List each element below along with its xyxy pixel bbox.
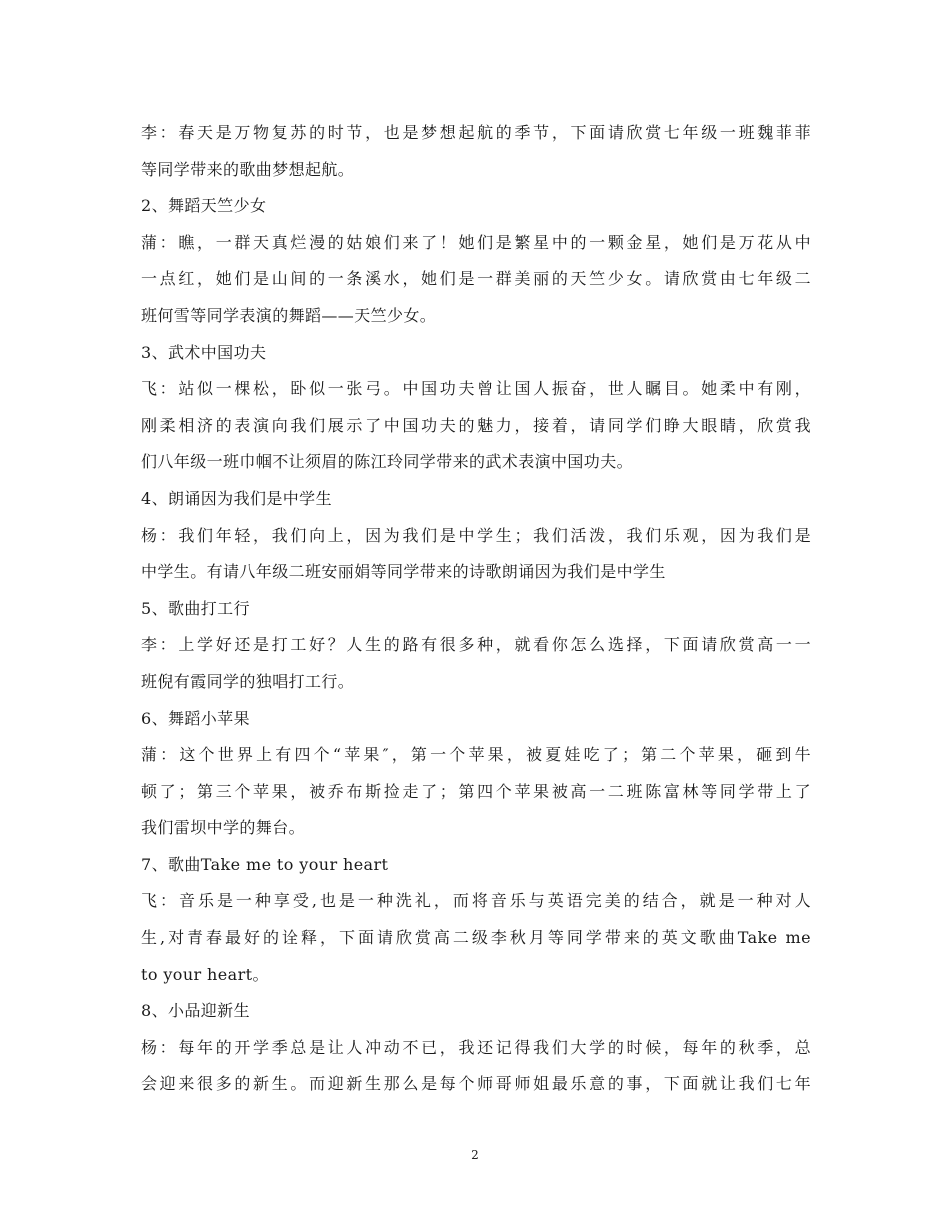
- text-line: 杨：我们年轻，我们向上，因为我们是中学生；我们活泼，我们乐观，因为我们是: [141, 525, 811, 545]
- text-line: 班倪有霞同学的独唱打工行。: [141, 671, 355, 691]
- section-heading: 6、舞蹈小苹果: [141, 708, 250, 728]
- text-line: 等同学带来的歌曲梦想起航。: [141, 159, 355, 179]
- text-line: to your heart。: [141, 964, 269, 984]
- text-line: 班何雪等同学表演的舞蹈——天竺少女。: [141, 305, 437, 325]
- text-line: 会迎来很多的新生。而迎新生那么是每个师哥师姐最乐意的事，下面就让我们七年: [141, 1074, 811, 1094]
- section-heading: 8、小品迎新生: [141, 1001, 250, 1021]
- page-number: 2: [471, 1148, 479, 1162]
- section-heading: 2、舞蹈天竺少女: [141, 196, 267, 216]
- text-line: 顿了；第三个苹果，被乔布斯捡走了；第四个苹果被高一二班陈富林等同学带上了: [141, 781, 811, 801]
- text-line: 李：上学好还是打工好？人生的路有很多种，就看你怎么选择，下面请欣赏高一一: [141, 635, 811, 655]
- section-heading: 7、歌曲Take me to your heart: [141, 854, 389, 874]
- text-line: 刚柔相济的表演向我们展示了中国功夫的魅力，接着，请同学们睁大眼睛，欣赏我: [141, 415, 811, 435]
- text-line: 蒲：瞧，一群天真烂漫的姑娘们来了！她们是繁星中的一颗金星，她们是万花从中: [141, 232, 811, 252]
- section-heading: 4、朗诵因为我们是中学生: [141, 488, 332, 508]
- text-line: 蒲：这个世界上有四个“苹果″，第一个苹果，被夏娃吃了；第二个苹果，砸到牛: [141, 745, 811, 765]
- section-heading: 3、武术中国功夫: [141, 342, 267, 362]
- text-line: 们八年级一班巾帼不让须眉的陈江玲同学带来的武术表演中国功夫。: [141, 452, 634, 472]
- text-line: 生,对青春最好的诠释，下面请欣赏高二级李秋月等同学带来的英文歌曲Take me: [141, 928, 811, 948]
- text-line: 中学生。有请八年级二班安丽娟等同学带来的诗歌朗诵因为我们是中学生: [141, 562, 666, 582]
- text-line: 李：春天是万物复苏的时节，也是梦想起航的季节，下面请欣赏七年级一班魏菲菲: [141, 123, 811, 142]
- text-line: 飞：站似一棵松，卧似一张弓。中国功夫曾让国人振奋，世人瞩目。她柔中有刚，: [141, 379, 811, 399]
- text-line: 我们雷坝中学的舞台。: [141, 818, 306, 838]
- body-text: [141, 115, 811, 1103]
- section-heading: 5、歌曲打工行: [141, 598, 250, 618]
- text-line: 一点红，她们是山间的一条溪水，她们是一群美丽的天竺少女。请欣赏由七年级二: [141, 269, 811, 289]
- text-line: 杨：每年的开学季总是让人冲动不已，我还记得我们大学的时候，每年的秋季，总: [141, 1037, 811, 1057]
- text-line: 飞：音乐是一种享受,也是一种洗礼，而将音乐与英语完美的结合，就是一种对人: [141, 891, 811, 911]
